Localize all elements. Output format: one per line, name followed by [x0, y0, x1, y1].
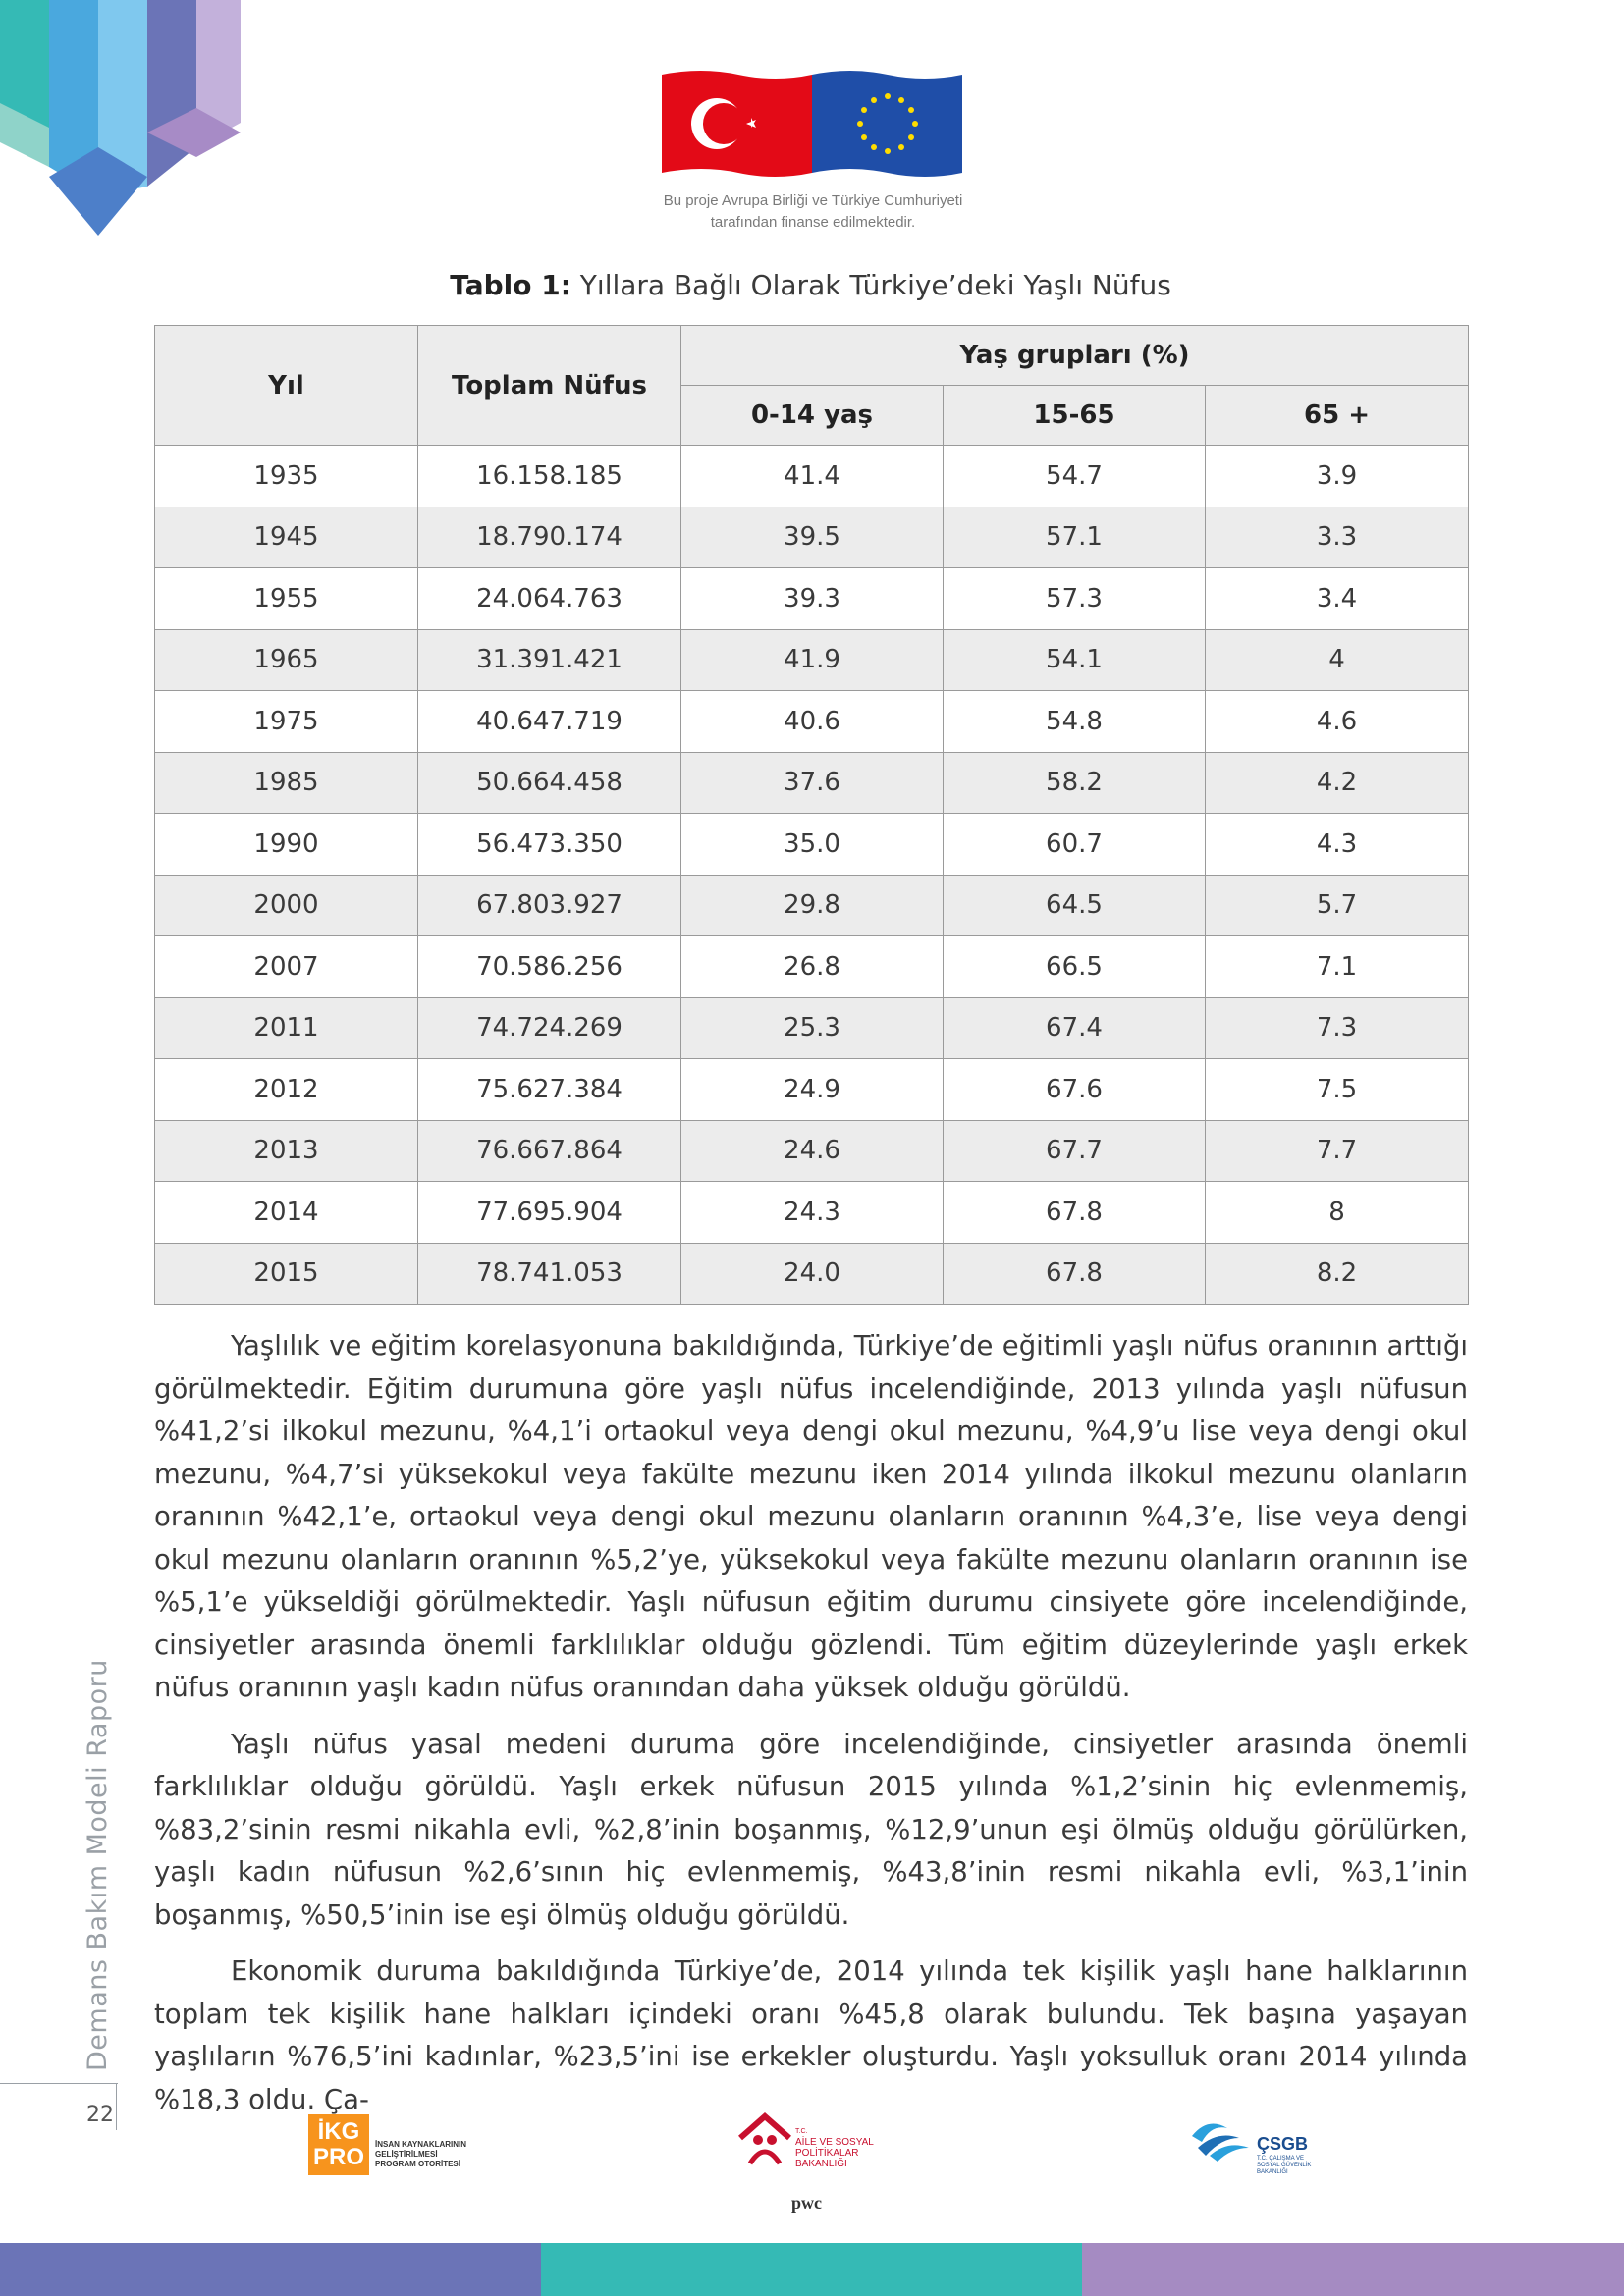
cell-15-65: 57.1 — [944, 507, 1206, 568]
cell-0-14: 39.5 — [681, 507, 944, 568]
cell-65-plus: 8 — [1206, 1182, 1469, 1244]
cell-0-14: 29.8 — [681, 875, 944, 936]
cell-0-14: 26.8 — [681, 936, 944, 998]
csgb-sub: T.C. ÇALIŞMA VE SOSYAL GÜVENLİK BAKANLIĞI — [1257, 2156, 1312, 2175]
header-age-groups: Yaş grupları (%) — [681, 326, 1469, 386]
cell-year: 1985 — [155, 752, 418, 814]
cell-15-65: 64.5 — [944, 875, 1206, 936]
table-row — [155, 446, 1469, 507]
cell-total: 76.667.864 — [418, 1120, 681, 1182]
cell-15-65: 54.8 — [944, 691, 1206, 753]
cell-65-plus: 4.3 — [1206, 814, 1469, 876]
population-table — [154, 325, 1469, 1305]
funding-statement — [589, 190, 1037, 234]
header-15-65: 15-65 — [944, 386, 1206, 446]
cell-total: 16.158.185 — [418, 446, 681, 507]
pwc-logo: pwc — [791, 2193, 822, 2213]
cell-year: 1945 — [155, 507, 418, 568]
cell-65-plus: 7.1 — [1206, 936, 1469, 998]
cell-0-14: 41.4 — [681, 446, 944, 507]
cell-year: 2000 — [155, 875, 418, 936]
side-divider — [0, 2083, 118, 2084]
cell-total: 78.741.053 — [418, 1243, 681, 1305]
cell-year: 1935 — [155, 446, 418, 507]
cell-0-14: 35.0 — [681, 814, 944, 876]
caption-text: Yıllara Bağlı Olarak Türkiye’deki Yaşlı Nüfus — [570, 269, 1171, 301]
cell-total: 70.586.256 — [418, 936, 681, 998]
cell-65-plus: 7.5 — [1206, 1059, 1469, 1121]
cell-total: 77.695.904 — [418, 1182, 681, 1244]
ikg-mark-top: İKG — [317, 2118, 360, 2145]
cell-total: 18.790.174 — [418, 507, 681, 568]
table-row — [155, 875, 1469, 936]
cell-65-plus: 7.3 — [1206, 997, 1469, 1059]
cell-total: 67.803.927 — [418, 875, 681, 936]
cell-15-65: 67.6 — [944, 1059, 1206, 1121]
footer-bar-middle — [541, 2243, 1082, 2296]
ikg-pro-mark — [308, 2114, 369, 2175]
paragraph-economic: Ekonomik duruma bakıldığında Türkiye’de, 2014 yılında tek kişilik yaşlı hane halklarının toplam tek kişilik hane halkları içindeki oranı %45,8 olarak bulundu. Tek başına yaşayan yaşlıların %76,5’ini kadınlar, %23,5’ini ise erkekler oluşturdu. Yaşlı yoksulluk oranı 2014 yılında %18,3 oldu. Ça- — [154, 1955, 1468, 2115]
table-row — [155, 1182, 1469, 1244]
aile-bakanligi-logo — [736, 2110, 893, 2179]
csgb-logo — [1188, 2114, 1326, 2173]
cell-total: 24.064.763 — [418, 568, 681, 630]
cell-0-14: 37.6 — [681, 752, 944, 814]
cell-year: 2007 — [155, 936, 418, 998]
cell-15-65: 54.7 — [944, 446, 1206, 507]
table-row — [155, 814, 1469, 876]
caption-label: Tablo 1: — [450, 269, 571, 301]
funding-line-2: tarafından finanse edilmektedir. — [710, 214, 916, 231]
paragraph-education: Yaşlılık ve eğitim korelasyonuna bakıldığında, Türkiye’de eğitimli yaşlı nüfus oranının arttığı görülmektedir. Eğitim durumuna göre yaşlı nüfus incelendiğinde, 2013 yılında yaşlı nüfusun %41,2’si ilkokul mezunu, %4,1’i ortaokul veya dengi okul mezunu, %4,9’u lise veya dengi okul mezunu, %4,7’si yüksekokul veya fakülte mezunu iken 2014 yılında ilkokul mezunu olanların oranının %42,1’e, ortaokul veya dengi okul mezunu olanların oranının %4,3’e, lise veya dengi okul mezunu olanların oranının %5,2’ye, yüksekokul veya fakülte mezunu olanların oranının ise %5,1’e yükseldiği görülmektedir. Yaşlı nüfusun eğitim durumu cinsiyete göre incelendiğinde, cinsiyetler arasında önemli farklılıklar olduğu gözlendi. Tüm eğitim düzeylerinde yaşlı erkek nüfus oranının yaşlı kadın nüfus oranından daha yüksek olduğu görüldü. — [154, 1330, 1468, 1703]
cell-15-65: 67.4 — [944, 997, 1206, 1059]
cell-65-plus: 4 — [1206, 629, 1469, 691]
ikg-text: İNSAN KAYNAKLARININ GELİŞTİRİLMESİ PROGRAM OTORİTESİ — [375, 2140, 467, 2168]
cell-65-plus: 8.2 — [1206, 1243, 1469, 1305]
cell-0-14: 24.6 — [681, 1120, 944, 1182]
report-title-vertical: Demans Bakım Modeli Raporu — [82, 1659, 113, 2071]
table-body — [155, 446, 1469, 1305]
csgb-text: ÇSGB — [1257, 2134, 1309, 2154]
cell-15-65: 66.5 — [944, 936, 1206, 998]
table-row — [155, 507, 1469, 568]
cell-year: 2015 — [155, 1243, 418, 1305]
cell-total: 75.627.384 — [418, 1059, 681, 1121]
cell-year: 2012 — [155, 1059, 418, 1121]
cell-0-14: 25.3 — [681, 997, 944, 1059]
table-caption — [154, 269, 1467, 301]
table-row — [155, 752, 1469, 814]
cell-year: 2014 — [155, 1182, 418, 1244]
cell-total: 56.473.350 — [418, 814, 681, 876]
cell-total: 74.724.269 — [418, 997, 681, 1059]
cell-65-plus: 3.9 — [1206, 446, 1469, 507]
body-text — [154, 1325, 1468, 2135]
header-0-14: 0-14 yaş — [681, 386, 944, 446]
cell-total: 50.664.458 — [418, 752, 681, 814]
cell-65-plus: 4.2 — [1206, 752, 1469, 814]
cell-0-14: 40.6 — [681, 691, 944, 753]
ikg-mark-bottom: PRO — [312, 2144, 364, 2170]
cell-year: 1990 — [155, 814, 418, 876]
cell-year: 1955 — [155, 568, 418, 630]
cell-year: 1975 — [155, 691, 418, 753]
cell-65-plus: 3.4 — [1206, 568, 1469, 630]
footer-bar-right — [1082, 2243, 1624, 2296]
cell-15-65: 67.8 — [944, 1182, 1206, 1244]
cell-65-plus: 4.6 — [1206, 691, 1469, 753]
table-row — [155, 629, 1469, 691]
cell-15-65: 67.8 — [944, 1243, 1206, 1305]
table-row — [155, 568, 1469, 630]
cell-0-14: 39.3 — [681, 568, 944, 630]
cell-15-65: 60.7 — [944, 814, 1206, 876]
table-row — [155, 691, 1469, 753]
header-65-plus: 65 + — [1206, 386, 1469, 446]
funding-line-1: Bu proje Avrupa Birliği ve Türkiye Cumhuriyeti — [663, 192, 963, 209]
cell-65-plus: 3.3 — [1206, 507, 1469, 568]
cell-15-65: 67.7 — [944, 1120, 1206, 1182]
page-number: 22 — [86, 2103, 114, 2127]
cell-year: 2011 — [155, 997, 418, 1059]
cell-0-14: 41.9 — [681, 629, 944, 691]
header-year: Yıl — [155, 326, 418, 446]
cell-15-65: 57.3 — [944, 568, 1206, 630]
ikg-pro-logo — [308, 2114, 475, 2175]
table-row — [155, 936, 1469, 998]
aile-name: AİLE VE SOSYAL POLİTİKALAR BAKANLIĞI — [795, 2137, 874, 2169]
table-row — [155, 1120, 1469, 1182]
tr-eu-flags — [662, 69, 962, 179]
cell-15-65: 54.1 — [944, 629, 1206, 691]
cell-0-14: 24.0 — [681, 1243, 944, 1305]
corner-decoration — [0, 0, 245, 245]
cell-total: 31.391.421 — [418, 629, 681, 691]
aile-text — [795, 2126, 884, 2169]
paragraph-marital: Yaşlı nüfus yasal medeni duruma göre incelendiğinde, cinsiyetler arasında önemli farklılıklar olduğu görüldü. Yaşlı erkek nüfusun 2015 yılında %1,2’sinin hiç evlenmemiş, %83,2’sinin resmi nikahla evli, %2,8’inin boşanmış, %12,9’unun eşi ölmüş olduğu görülürken, yaşlı kadın nüfusun %2,6’sının hiç evlenmemiş, %43,8’inin resmi nikahla evli, %3,1’inin boşanmış, %50,5’inin ise eşi ölmüş olduğu görüldü. — [154, 1728, 1468, 1931]
aile-house-icon — [736, 2110, 793, 2169]
header-total: Toplam Nüfus — [418, 326, 681, 446]
aile-tc: T.C. — [795, 2128, 808, 2135]
cell-0-14: 24.9 — [681, 1059, 944, 1121]
cell-65-plus: 7.7 — [1206, 1120, 1469, 1182]
table-row — [155, 1243, 1469, 1305]
cell-15-65: 58.2 — [944, 752, 1206, 814]
table-row — [155, 1059, 1469, 1121]
cell-total: 40.647.719 — [418, 691, 681, 753]
page-tick — [116, 2083, 117, 2130]
cell-year: 2013 — [155, 1120, 418, 1182]
footer-bar-left — [0, 2243, 541, 2296]
cell-0-14: 24.3 — [681, 1182, 944, 1244]
cell-year: 1965 — [155, 629, 418, 691]
csgb-wave-icon — [1188, 2114, 1253, 2163]
table-row — [155, 997, 1469, 1059]
cell-65-plus: 5.7 — [1206, 875, 1469, 936]
